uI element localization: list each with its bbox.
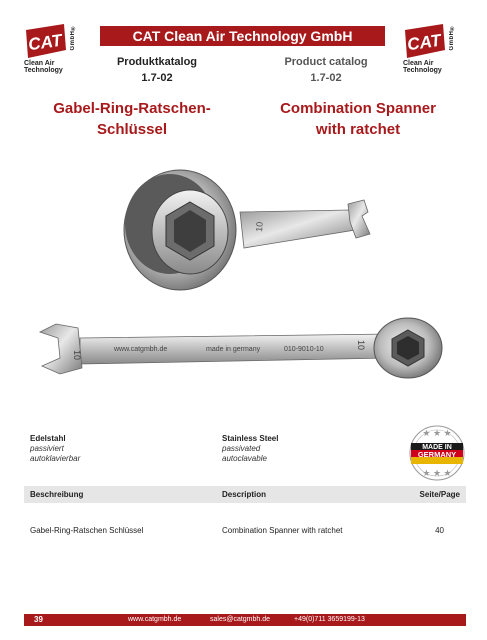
badge-star-top: ★ ★ ★ (422, 428, 452, 438)
table-header-col2: Description (222, 490, 267, 499)
footer-email[interactable]: sales@catgmbh.de (210, 616, 271, 623)
table-header-col1: Beschreibung (30, 490, 84, 499)
logo-sub-line2: Technology (24, 67, 63, 74)
badge-line1: MADE IN (422, 444, 452, 451)
material-de-heading: Edelstahl (30, 434, 66, 443)
table-header-col3: Seite/Page (419, 490, 460, 499)
product-title-en-line2: with ratchet (315, 121, 401, 138)
logo-subtitle (403, 60, 463, 74)
material-de-line1: passiviert (30, 444, 64, 453)
logo-gmbh: GmbH® (449, 24, 455, 51)
engraving-size-left: 10 (72, 350, 82, 361)
engraving-made: made in germany (206, 346, 261, 353)
table-header (24, 486, 466, 503)
catalog-de-label: Produktkatalog (116, 56, 198, 68)
table-row[interactable] (24, 524, 466, 538)
product-title-en-line1: Combination Spanner (280, 100, 436, 117)
catalog-en-label: Product catalog (284, 56, 368, 68)
table-cell-description-en: Combination Spanner with ratchet (222, 526, 343, 535)
product-photo (30, 152, 450, 392)
logo-text: CAT (27, 30, 64, 55)
engraving-article: 010-9010-10 (284, 346, 324, 353)
footer-website[interactable]: www.catgmbh.de (128, 616, 182, 623)
material-de (30, 434, 80, 464)
page-number: 39 (34, 615, 43, 624)
material-en-line1: passivated (222, 444, 261, 453)
badge-line2: GERMANY (417, 450, 457, 459)
catalog-en (256, 54, 396, 86)
product-title-de-line2: Schlüssel (96, 121, 168, 138)
material-en-line2: autoclavable (222, 454, 267, 463)
engraving-size-right: 10 (356, 340, 366, 351)
logo-gmbh: GmbH® (70, 24, 76, 51)
cat-logo-mark (24, 24, 68, 58)
material-de-line2: autoklavierbar (30, 454, 81, 463)
logo-sub-line2: Technology (403, 67, 442, 74)
material-en (222, 434, 278, 464)
cat-logo-mark (403, 24, 447, 58)
material-en-heading: Stainless Steel (222, 434, 279, 443)
badge-star-bottom: ★ ★ ★ (422, 468, 452, 478)
company-title-bar: CAT Clean Air Technology GmbH (100, 26, 385, 46)
engraving-size-top: 10 (254, 221, 265, 233)
footer-bar (24, 614, 466, 626)
wrench-bottom (40, 318, 442, 378)
footer-phone: +49(0)711 3659199-13 (294, 616, 365, 623)
logo-subtitle (24, 60, 84, 74)
catalog-en-code: 1.7-02 (310, 72, 342, 84)
table-cell-page: 40 (435, 526, 444, 535)
product-title-de (32, 98, 232, 140)
made-in-germany-badge (408, 424, 466, 482)
catalog-de (87, 54, 227, 86)
logo-sub-line1: Clean Air (24, 60, 55, 67)
product-title-de-line1: Gabel-Ring-Ratschen- (53, 100, 211, 117)
company-logo-left (24, 22, 84, 82)
catalog-de-code: 1.7-02 (141, 72, 173, 84)
wrench-top (124, 170, 370, 290)
company-logo-right (403, 22, 463, 82)
engraving-web: www.catgmbh.de (114, 346, 168, 353)
logo-sub-line1: Clean Air (403, 60, 434, 67)
logo-text: CAT (406, 30, 443, 55)
product-title-en (258, 98, 458, 140)
table-cell-description-de: Gabel-Ring-Ratschen Schlüssel (30, 526, 144, 535)
